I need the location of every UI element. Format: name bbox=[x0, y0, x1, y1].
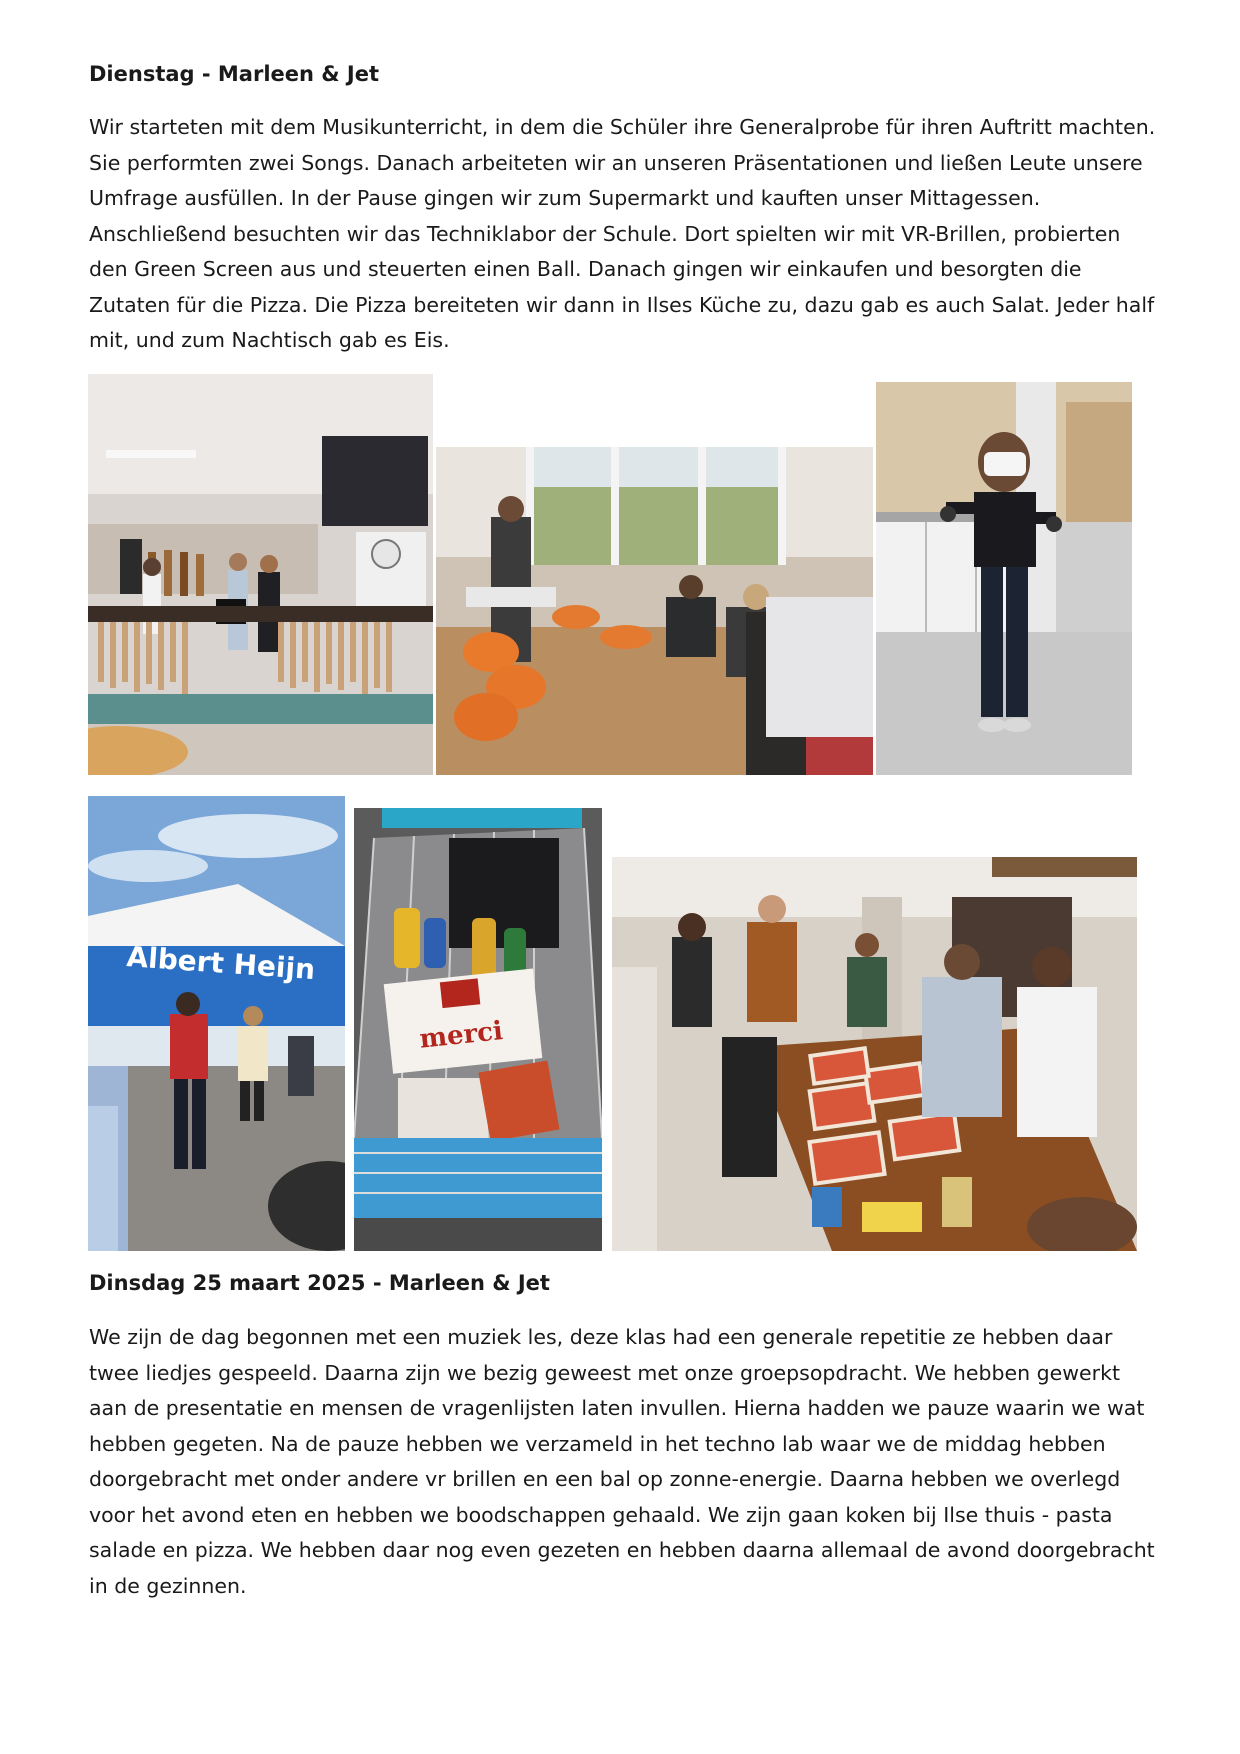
merci-box-label: merci bbox=[418, 1016, 505, 1055]
section-heading-dutch: Dinsdag 25 maart 2025 - Marleen & Jet bbox=[89, 1271, 550, 1295]
photo-pizza-making bbox=[612, 857, 1137, 1251]
photo-music-rehearsal bbox=[88, 374, 433, 775]
photo-shopping-cart bbox=[354, 808, 602, 1251]
photo-supermarket-entrance bbox=[88, 796, 345, 1251]
photo-classroom-presentations bbox=[436, 447, 873, 775]
photo-vr-headset bbox=[876, 382, 1132, 775]
section-paragraph-dutch: We zijn de dag begonnen met een muziek les, deze klas had een generale repetitie ze hebben daar twee liedjes gespeeld. Daarna zijn we bezig geweest met onze groepsopdracht. We hebben gewerkt aan de presentatie en mensen de vragenlijsten laten invullen. Hierna hadden we pauze waarin we wat hebben gegeten. Na de pauze hebben we verzameld in het techno lab waar we de middag hebben doorgebracht met onder andere vr brillen en een bal op zonne-energie. Daarna hebben we overlegd voor het avond eten en hebben we boodschappen gehaald. We zijn gaan koken bij Ilse thuis - pasta salade en pizza. We hebben daar nog even gezeten en hebben daarna allemaal de avond doorgebracht in de gezinnen. bbox=[89, 1325, 1155, 1598]
section-heading-german: Dienstag - Marleen & Jet bbox=[89, 62, 379, 86]
section-paragraph-german: Wir starteten mit dem Musikunterricht, in dem die Schüler ihre Generalprobe für ihren Auftritt machten. Sie performten zwei Songs. Danach arbeiteten wir an unseren Präsentationen und ließen Leute unsere Umfrage ausfüllen. In der Pause gingen wir zum Supermarkt und kauften unser Mittagessen. Anschließend besuchten wir das Techniklabor der Schule. Dort spielten wir mit VR-Brillen, probierten den Green Screen aus und steuerten einen Ball. Danach gingen wir einkaufen und besorgten die Zutaten für die Pizza. Die Pizza bereiteten wir dann in Ilses Küche zu, dazu gab es auch Salat. Jeder half mit, und zum Nachtisch gab es Eis. bbox=[89, 115, 1156, 352]
store-sign-text: Albert Heijn bbox=[125, 940, 317, 987]
